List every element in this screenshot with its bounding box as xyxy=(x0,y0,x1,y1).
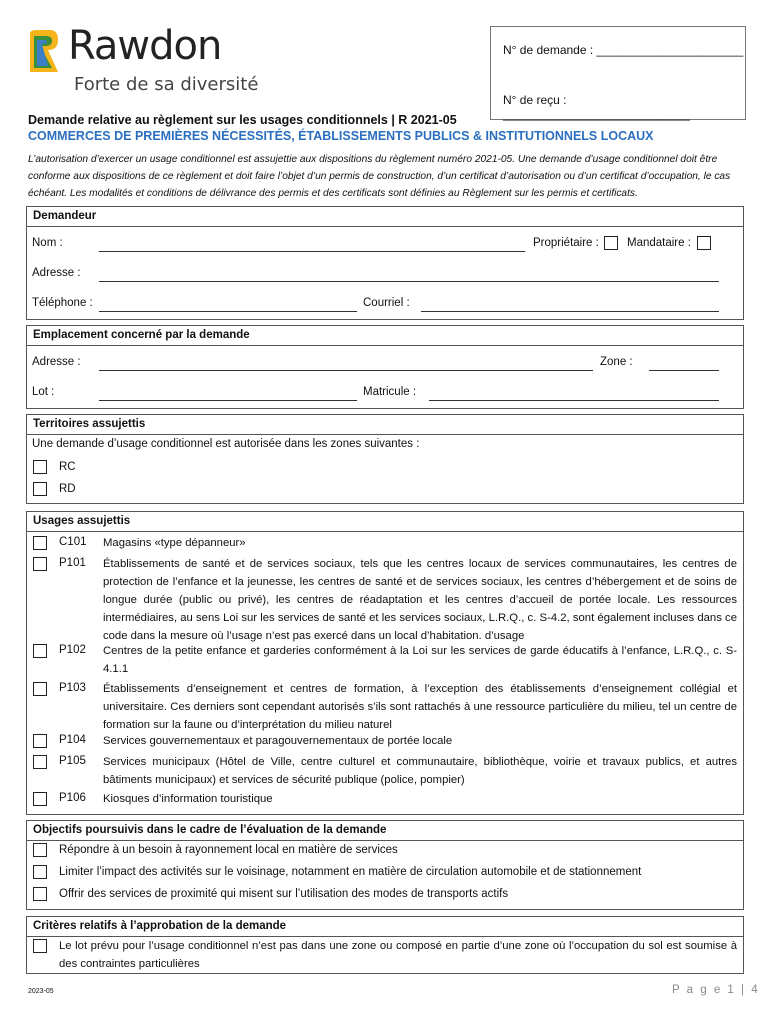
usage-checkbox[interactable] xyxy=(33,792,47,806)
usage-checkbox[interactable] xyxy=(33,734,47,748)
numero-recu-field[interactable]: N° de reçu : ____________________________ xyxy=(503,93,690,121)
section-title: Demandeur xyxy=(33,210,97,222)
section-emplacement xyxy=(26,325,744,409)
usage-description: Établissements d’enseignement et centres de formation, à l’exception des établissements d’enseignement collégial et universitaire. Ces derniers sont cependant autorisés s’ils sont rattachés à une ressource particulière du milieu, tel un centre de formation sur la faune ou d’interprétation du milieu naturel xyxy=(103,683,737,731)
reference-box xyxy=(490,26,746,120)
page-title: Demande relative au règlement sur les usages conditionnels | R 2021-05 xyxy=(28,113,457,127)
section-title: Territoires assujettis xyxy=(33,418,146,430)
zone-rc-checkbox[interactable] xyxy=(33,460,47,474)
courriel-label: Courriel : xyxy=(363,297,410,309)
usage-checkbox[interactable] xyxy=(33,536,47,550)
lot-label: Lot : xyxy=(32,386,55,398)
usage-code: C101 xyxy=(59,536,87,548)
territoires-text: Une demande d’usage conditionnel est autorisée dans les zones suivantes : xyxy=(32,438,420,450)
zone-rc-label: RC xyxy=(59,461,76,473)
section-territoires xyxy=(26,414,744,504)
proprietaire-checkbox[interactable] xyxy=(604,236,618,250)
proprietaire-label: Propriétaire : xyxy=(533,237,599,249)
rawdon-logo-icon xyxy=(24,28,62,74)
usage-description: Magasins «type dépanneur» xyxy=(103,537,246,549)
footer-date: 2023-05 xyxy=(28,988,54,995)
critere-label: Le lot prévu pour l’usage conditionnel n’est pas dans une zone ou composé en partie d’une zone où l’occupation du sol est soumise à des contraintes particulières xyxy=(59,940,737,970)
usage-code: P101 xyxy=(59,557,86,569)
page-number: P a g e 1 | 4 xyxy=(672,984,760,996)
section-title: Critères relatifs à l’approbation de la demande xyxy=(33,920,287,932)
usage-code: P104 xyxy=(59,734,86,746)
objectif-label: Offrir des services de proximité qui misent sur l’utilisation des modes de transports actifs xyxy=(59,888,509,900)
usage-code: P102 xyxy=(59,644,86,656)
zone-rd-label: RD xyxy=(59,483,76,495)
objectif-label: Limiter l’impact des activités sur le voisinage, notamment en matière de circulation automobile et de stationnement xyxy=(59,866,642,878)
numero-demande-field[interactable]: N° de demande : ______________________ xyxy=(503,43,744,57)
emplacement-adresse-field[interactable] xyxy=(99,370,593,371)
section-objectifs xyxy=(26,820,744,910)
logo-tagline: Forte de sa diversité xyxy=(74,74,259,95)
nom-field[interactable] xyxy=(99,251,525,252)
objectif-label: Répondre à un besoin à rayonnement local en matière de services xyxy=(59,844,398,856)
nom-label: Nom : xyxy=(32,237,63,249)
usage-description: Kiosques d’information touristique xyxy=(103,793,273,805)
section-usages xyxy=(26,511,744,815)
page-subtitle: COMMERCES DE PREMIÈRES NÉCESSITÉS, ÉTABLISSEMENTS PUBLICS & INSTITUTIONNELS LOCAUX xyxy=(28,129,654,143)
telephone-label: Téléphone : xyxy=(32,297,93,309)
matricule-field[interactable] xyxy=(429,400,719,401)
intro-text: L’autorisation d’exercer un usage conditionnel est assujettie aux dispositions du règlement numéro 2021-05. Une demande d’usage conditionnel doit être conforme aux dispositions de ce règlement et doit faire l’objet d’un permis de construction, d’un certificat d’autorisation ou d’un certificat d’occupation, le cas échéant. Les modalités et conditions de délivrance des permis et des certificats sont définies au Règlement sur les permis et certificats. xyxy=(28,154,731,199)
section-demandeur xyxy=(26,206,744,320)
critere-checkbox[interactable] xyxy=(33,939,47,953)
usage-code: P106 xyxy=(59,792,86,804)
section-criteres xyxy=(26,916,744,974)
logo-wordmark: Rawdon xyxy=(68,23,222,69)
zone-rd-checkbox[interactable] xyxy=(33,482,47,496)
usage-checkbox[interactable] xyxy=(33,557,47,571)
usage-code: P103 xyxy=(59,682,86,694)
mandataire-checkbox[interactable] xyxy=(697,236,711,250)
usage-description: Services gouvernementaux et paragouvernementaux de portée locale xyxy=(103,735,453,747)
objectif-checkbox[interactable] xyxy=(33,865,47,879)
usage-description: Centres de la petite enfance et garderies conformément à la Loi sur les services de garde éducatifs à l’enfance, L.R.Q., c. S-4.1.1 xyxy=(103,645,737,675)
adresse-field[interactable] xyxy=(99,281,719,282)
usage-description: Services municipaux (Hôtel de Ville, centre culturel et communautaire, bibliothèque, voirie et travaux publics, et autres bâtiments municipaux) et services de sécurité publique (police, pompier) xyxy=(103,756,737,786)
adresse-label: Adresse : xyxy=(32,267,81,279)
zone-field[interactable] xyxy=(649,370,719,371)
usage-description: Établissements de santé et de services sociaux, tels que les centres locaux de services communautaires, les centres de protection de l’enfance et la jeunesse, les centres de santé et de services sociaux, les centres d’hébergement et de soins de longue durée (public ou privé), les centres de réadaptation et les centres d’accueil de portée locale. Les ressources intermédiaires, au sens Loi sur les services de santé et les services sociaux, L.R.Q., c. S-4.2, sont également incluses dans ce code dans la mesure où l’usage n’est pas exercé dans un local d’habitation. d’usage xyxy=(103,558,737,642)
usage-code: P105 xyxy=(59,755,86,767)
matricule-label: Matricule : xyxy=(363,386,417,398)
telephone-field[interactable] xyxy=(99,311,357,312)
mandataire-label: Mandataire : xyxy=(627,237,691,249)
objectif-checkbox[interactable] xyxy=(33,887,47,901)
section-title: Objectifs poursuivis dans le cadre de l’évaluation de la demande xyxy=(33,824,387,836)
objectif-checkbox[interactable] xyxy=(33,843,47,857)
usage-checkbox[interactable] xyxy=(33,682,47,696)
zone-label: Zone : xyxy=(600,356,633,368)
courriel-field[interactable] xyxy=(421,311,719,312)
section-title: Usages assujettis xyxy=(33,515,131,527)
emplacement-adresse-label: Adresse : xyxy=(32,356,81,368)
usage-checkbox[interactable] xyxy=(33,755,47,769)
section-title: Emplacement concerné par la demande xyxy=(33,329,250,341)
lot-field[interactable] xyxy=(99,400,357,401)
usage-checkbox[interactable] xyxy=(33,644,47,658)
